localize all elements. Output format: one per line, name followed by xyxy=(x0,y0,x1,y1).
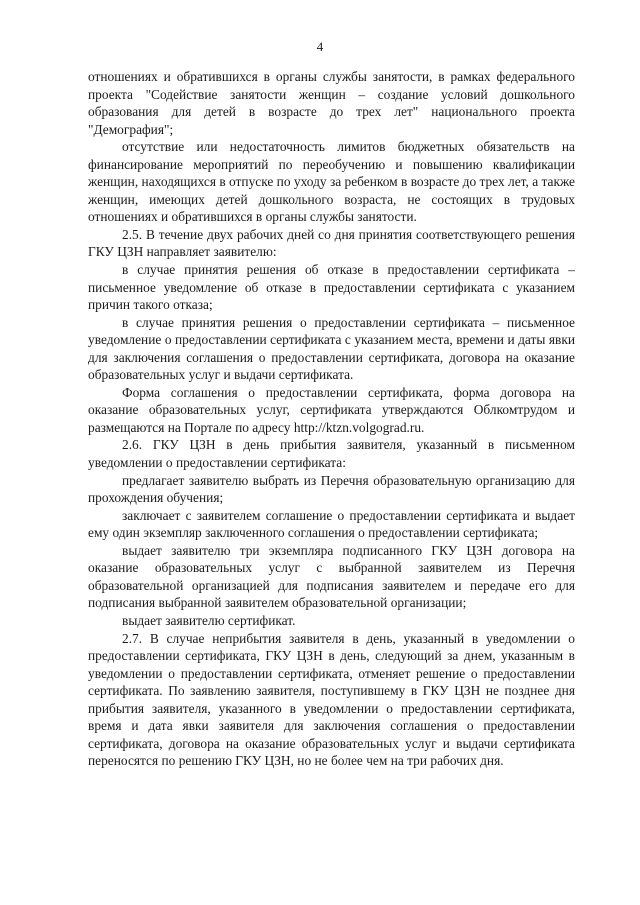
paragraph: отношениях и обратившихся в органы службы занятости, в рамках федерального проекта "Содействие занятости женщин – создание условий дошкольного образования для детей в возрасте до трех лет" национального проекта "Демография"; xyxy=(88,69,575,137)
paragraph: предлагает заявителю выбрать из Перечня образовательную организацию для прохождения обучения; xyxy=(88,472,575,506)
paragraph: выдает заявителю сертификат. xyxy=(122,612,296,628)
paragraph: в случае принятия решения о предоставлении сертификата – письменное уведомление о предоставлении сертификата с указанием места, времени и даты явки для заключения соглашения о предоставлении сертификата, договора на оказание образовательных услуг и выдачи сертификата. xyxy=(88,314,575,383)
paragraph: заключает с заявителем соглашение о предоставлении сертификата и выдает ему один экземпляр заключенного соглашения о предоставлении сертификата; xyxy=(88,507,575,541)
paragraph: 2.5. В течение двух рабочих дней со дня принятия соответствующего решения ГКУ ЦЗН направляет заявителю: xyxy=(88,226,575,260)
paragraph: в случае принятия решения об отказе в предоставлении сертификата – письменное уведомление об отказе в предоставлении сертификата с указанием причин такого отказа; xyxy=(88,262,575,313)
document-body xyxy=(88,68,575,770)
paragraph: выдает заявителю три экземпляра подписанного ГКУ ЦЗН договора на оказание образовательных услуг с выбранной заявителем из Перечня образовательной организацией для подписания заявителем и передаче его для подписания выбранной заявителем образовательной организации; xyxy=(88,542,575,611)
paragraph: отсутствие или недостаточность лимитов бюджетных обязательств на финансирование мероприятий по переобучению и повышению квалификации женщин, находящихся в отпуске по уходу за ребенком в возрасте до трех лет, а также женщин, имеющих детей дошкольного возраста, не состоящих в трудовых отношениях и обратившихся в органы службы занятости. xyxy=(88,139,575,225)
paragraph: 2.7. В случае неприбытия заявителя в день, указанный в уведомлении о предоставлении сертификата, ГКУ ЦЗН в день, следующий за днем, указанным в уведомлении о предоставлении сертификата, отменяет решение о предоставлении сертификата. По заявлению заявителя, поступившему в ГКУ ЦЗН не позднее дня прибытия заявителя, указанного в уведомлении о предоставлении сертификата, время и дата явки заявителя для заключения соглашения о предоставлении сертификата, договора на оказание образовательных услуг и выдачи сертификата переносятся по решению ГКУ ЦЗН, но не более чем на три рабочих дня. xyxy=(88,630,575,769)
paragraph: Форма соглашения о предоставлении сертификата, форма договора на оказание образовательных услуг, сертификата утверждаются Облкомтрудом и размещаются на Портале по адресу http://ktzn.volgograd.ru. xyxy=(88,384,575,435)
paragraph: 2.6. ГКУ ЦЗН в день прибытия заявителя, указанный в письменном уведомлении о предоставлении сертификата: xyxy=(88,437,575,471)
page-number: 4 xyxy=(316,39,324,54)
